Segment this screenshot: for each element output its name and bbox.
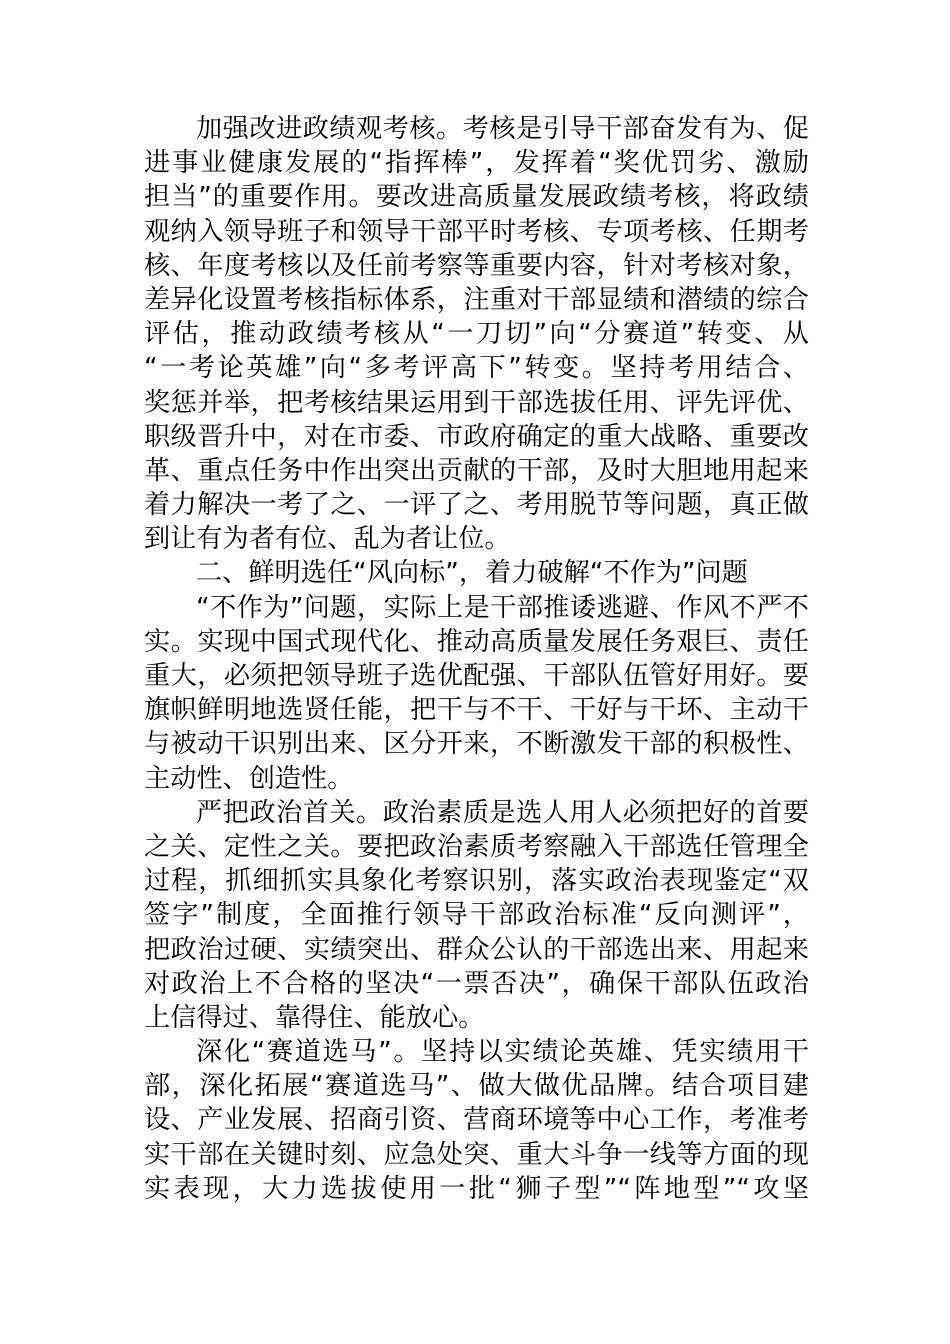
text-line: 过程，抓细抓实具象化考察识别，落实政治表现鉴定“双	[144, 866, 809, 897]
paragraph-heading-line: 加强改进政绩观考核。考核是引导干部奋发有为、促	[196, 114, 809, 144]
text-line: 评估，推动政绩考核从“一刀切”向“分赛道”转变、从	[144, 319, 809, 350]
text-line: 对政治上不合格的坚决“一票否决”，确保干部队伍政治	[144, 968, 809, 999]
text-line: 签字”制度，全面推行领导干部政治标准“反向测评”，	[144, 900, 809, 931]
section-heading: 二、鲜明选任“风向标”，着力破解“不作为”问题	[196, 558, 748, 589]
text-line: 之关、定性之关。要把政治素质考察融入干部选任管理全	[144, 831, 809, 862]
document-body	[144, 112, 809, 1206]
text-line: 旗帜鲜明地选贤任能，把干与不干、干好与干坏、主动干	[144, 695, 809, 726]
text-line: 设、产业发展、招商引资、营商环境等中心工作，考准考	[144, 1105, 809, 1136]
text-line: 到让有为者有位、乱为者让位。	[144, 524, 511, 555]
paragraph-heading-line: 深化“赛道选马”。坚持以实绩论英雄、凭实绩用干	[196, 1037, 809, 1068]
text-line: 上信得过、靠得住、能放心。	[144, 1002, 485, 1033]
text-line: 着力解决一考了之、一评了之、考用脱节等问题，真正做	[144, 490, 809, 521]
text-line: 实表现，大力选拔使用一批“狮子型”“阵地型”“攻坚	[144, 1173, 809, 1204]
text-line: 重大，必须把领导班子选优配强、干部队伍管好用好。要	[144, 661, 809, 691]
text-line: 进事业健康发展的“指挥棒”，发挥着“奖优罚劣、激励	[144, 148, 809, 179]
text-line: 担当”的重要作用。要改进高质量发展政绩考核，将政绩	[144, 182, 809, 213]
text-line: 差异化设置考核指标体系，注重对干部显绩和潜绩的综合	[144, 284, 809, 315]
text-line: 主动性、创造性。	[144, 763, 354, 794]
text-line: 实干部在关键时刻、应急处突、重大斗争一线等方面的现	[144, 1139, 809, 1170]
text-line: 实。实现中国式现代化、推动高质量发展任务艰巨、责任	[144, 626, 809, 657]
text-line: 部，深化拓展“赛道选马”、做大做优品牌。结合项目建	[144, 1071, 809, 1102]
text-line: 把政治过硬、实绩突出、群众公认的干部选出来、用起来	[144, 934, 809, 965]
text-line: 职级晋升中，对在市委、市政府确定的重大战略、重要改	[144, 421, 809, 452]
text-line: 与被动干识别出来、区分开来，不断激发干部的积极性、	[144, 729, 809, 760]
text-line: 核、年度考核以及任前考察等重要内容，针对考核对象，	[144, 250, 809, 281]
text-line: “不作为”问题，实际上是干部推诿逃避、作风不严不	[196, 592, 809, 623]
text-line: 观纳入领导班子和领导干部平时考核、专项考核、任期考	[144, 216, 809, 247]
text-line: “一考论英雄”向“多考评高下”转变。坚持考用结合、	[144, 353, 809, 384]
text-line: 革、重点任务中作出突出贡献的干部，及时大胆地用起来	[144, 455, 809, 486]
text-line: 奖惩并举，把考核结果运用到干部选拔任用、评先评优、	[144, 387, 809, 418]
paragraph-heading-line: 严把政治首关。政治素质是选人用人必须把好的首要	[196, 797, 809, 828]
